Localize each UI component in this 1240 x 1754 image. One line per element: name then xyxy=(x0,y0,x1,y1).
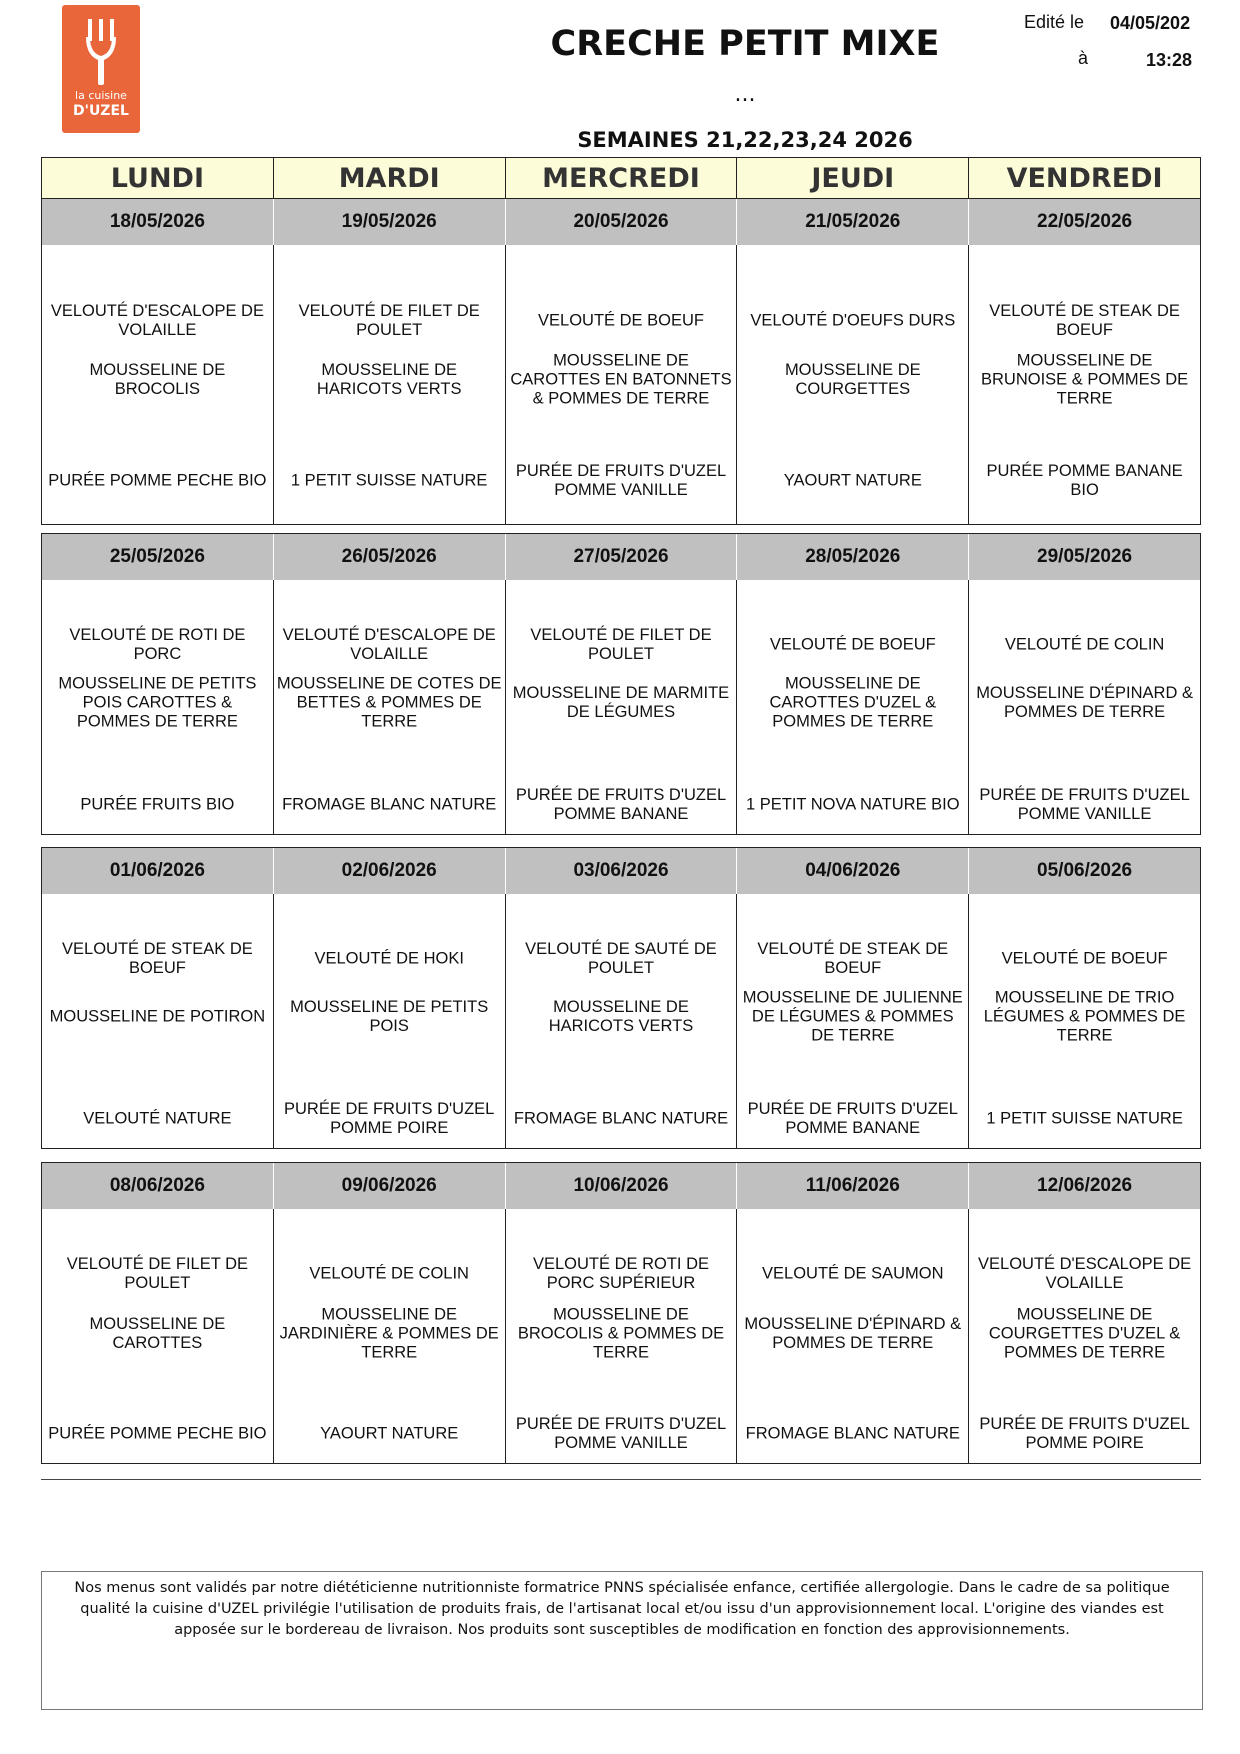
day-header-row xyxy=(41,157,1201,199)
meal-main: MOUSSELINE DE HARICOTS VERTS xyxy=(548,998,694,1035)
meal-main: MOUSSELINE DE JULIENNE DE LÉGUMES & POMMES DE TERRE xyxy=(742,988,963,1045)
meal-row xyxy=(42,894,1200,1149)
meal-starter: VELOUTÉ DE STEAK DE BOEUF xyxy=(757,940,949,977)
day-cell xyxy=(505,580,737,835)
meal-starter: VELOUTÉ D'ESCALOPE DE VOLAILLE xyxy=(50,302,264,339)
meal-starter: VELOUTÉ DE FILET DE POULET xyxy=(530,626,712,663)
meal-starter: VELOUTÉ DE COLIN xyxy=(309,1264,469,1283)
day-cell xyxy=(273,894,505,1149)
meal-main: MOUSSELINE DE BROCOLIS xyxy=(89,361,226,398)
date-cell: 25/05/2026 xyxy=(109,546,205,567)
meal-main: MOUSSELINE DE MARMITE DE LÉGUMES xyxy=(512,684,730,721)
page-title: CRECHE PETIT MIXE xyxy=(550,24,940,64)
meal-main: MOUSSELINE DE CAROTTES EN BATONNETS & POMMES DE TERRE xyxy=(510,351,732,408)
date-cell: 29/05/2026 xyxy=(968,534,1200,580)
meal-main: MOUSSELINE DE PETITS POIS xyxy=(290,998,489,1035)
week-block xyxy=(41,533,1201,835)
meal-starter: VELOUTÉ DE STEAK DE BOEUF xyxy=(62,940,253,977)
meal-starter: VELOUTÉ DE SAUMON xyxy=(762,1264,944,1283)
page-subtitle: ... xyxy=(734,82,756,107)
day-cell xyxy=(968,894,1200,1149)
meal-main: MOUSSELINE DE COURGETTES D'UZEL & POMMES DE TERRE xyxy=(988,1305,1181,1362)
day-cell xyxy=(736,245,968,524)
day-header-mardi: MARDI xyxy=(273,158,505,198)
meal-dessert: PURÉE DE FRUITS D'UZEL POMME BANANE xyxy=(515,786,727,823)
date-cell: 03/06/2026 xyxy=(505,848,737,894)
footer-note: Nos menus sont validés par notre diététicienne nutritionniste formatrice PNNS spécialisée enfance, certifiée allergologie. Dans le cadre de sa politique qualité la cuisine d'UZEL privilégie l'utilisation de produits frais, de l'artisanat local et/ou issu d'un approvisionnement local. L'origine des viandes est apposée sur le bordereau de livraison. Nos produits sont susceptibles de modification en fonction des approvisionnements. xyxy=(41,1571,1203,1710)
date-cell: 02/06/2026 xyxy=(273,848,505,894)
day-cell xyxy=(736,1209,968,1464)
meal-starter: VELOUTÉ DE BOEUF xyxy=(538,311,704,330)
meal-row xyxy=(42,245,1200,524)
meal-main: MOUSSELINE DE HARICOTS VERTS xyxy=(316,361,462,398)
meal-starter: VELOUTÉ DE HOKI xyxy=(314,949,464,968)
meal-row xyxy=(42,580,1200,835)
meal-dessert: PURÉE FRUITS BIO xyxy=(80,795,235,814)
day-cell xyxy=(273,1209,505,1464)
meal-starter: VELOUTÉ DE ROTI DE PORC xyxy=(69,626,246,663)
date-cell: 18/05/2026 xyxy=(109,211,205,232)
meal-starter: VELOUTÉ DE STEAK DE BOEUF xyxy=(989,302,1180,339)
day-cell xyxy=(273,580,505,835)
date-cell: 11/06/2026 xyxy=(736,1163,968,1209)
meal-starter: VELOUTÉ D'ESCALOPE DE VOLAILLE xyxy=(978,1255,1192,1292)
day-cell xyxy=(505,245,737,524)
meal-dessert: PURÉE DE FRUITS D'UZEL POMME VANILLE xyxy=(979,786,1190,823)
date-cell: 10/06/2026 xyxy=(505,1163,737,1209)
day-header-mercredi: MERCREDI xyxy=(505,158,737,198)
day-cell xyxy=(42,245,273,524)
meal-dessert: FROMAGE BLANC NATURE xyxy=(282,795,497,814)
date-cell: 12/06/2026 xyxy=(968,1163,1200,1209)
meal-dessert: PURÉE DE FRUITS D'UZEL POMME BANANE xyxy=(747,1100,958,1137)
weeks-label: SEMAINES 21,22,23,24 2026 xyxy=(577,128,913,152)
date-cell: 08/06/2026 xyxy=(109,1175,205,1196)
meal-main: MOUSSELINE DE CAROTTES xyxy=(89,1315,226,1352)
date-row xyxy=(42,534,1200,580)
meal-starter: VELOUTÉ DE SAUTÉ DE POULET xyxy=(525,940,717,977)
meal-main: MOUSSELINE DE BRUNOISE & POMMES DE TERRE xyxy=(980,351,1189,408)
day-cell xyxy=(736,580,968,835)
day-cell xyxy=(42,1209,273,1464)
date-cell: 20/05/2026 xyxy=(505,199,737,245)
day-header-vendredi: VENDREDI xyxy=(968,158,1200,198)
date-cell: 04/06/2026 xyxy=(736,848,968,894)
date-cell: 09/06/2026 xyxy=(273,1163,505,1209)
day-cell xyxy=(968,245,1200,524)
meal-dessert: 1 PETIT NOVA NATURE BIO xyxy=(745,795,960,814)
meal-main: MOUSSELINE DE POTIRON xyxy=(49,1007,266,1026)
date-row xyxy=(42,848,1200,894)
week-block xyxy=(41,199,1201,525)
day-cell xyxy=(505,1209,737,1464)
fork-icon xyxy=(82,19,120,85)
day-header-lundi: LUNDI xyxy=(110,163,205,194)
edit-label: Edité le xyxy=(1024,12,1085,32)
date-cell: 21/05/2026 xyxy=(736,199,968,245)
date-cell: 22/05/2026 xyxy=(968,199,1200,245)
edit-at-label: à xyxy=(1078,48,1089,68)
date-cell: 01/06/2026 xyxy=(109,860,205,881)
day-cell xyxy=(505,894,737,1149)
logo-line2: D'UZEL xyxy=(73,103,129,119)
meal-dessert: PURÉE DE FRUITS D'UZEL POMME POIRE xyxy=(979,1415,1190,1452)
meal-dessert: PURÉE POMME PECHE BIO xyxy=(48,1424,267,1443)
date-cell: 27/05/2026 xyxy=(505,534,737,580)
meal-starter: VELOUTÉ D'ESCALOPE DE VOLAILLE xyxy=(282,626,496,663)
day-cell xyxy=(968,1209,1200,1464)
date-cell: 05/06/2026 xyxy=(968,848,1200,894)
meal-dessert: PURÉE POMME BANANE BIO xyxy=(986,462,1183,499)
meal-dessert: FROMAGE BLANC NATURE xyxy=(745,1424,960,1443)
meal-main: MOUSSELINE D'ÉPINARD & POMMES DE TERRE xyxy=(744,1315,962,1352)
day-cell xyxy=(273,245,505,524)
meal-starter: VELOUTÉ DE FILET DE POULET xyxy=(66,1255,249,1292)
meal-dessert: PURÉE DE FRUITS D'UZEL POMME POIRE xyxy=(284,1100,495,1137)
meal-dessert: PURÉE DE FRUITS D'UZEL POMME VANILLE xyxy=(515,462,727,499)
meal-main: MOUSSELINE DE COTES DE BETTES & POMMES DE TERRE xyxy=(276,674,502,731)
meal-main: MOUSSELINE D'ÉPINARD & POMMES DE TERRE xyxy=(976,684,1193,721)
meal-dessert: VELOUTÉ NATURE xyxy=(83,1109,232,1128)
day-cell xyxy=(42,580,273,835)
day-header-jeudi: JEUDI xyxy=(736,158,968,198)
meal-row xyxy=(42,1209,1200,1464)
meal-main: MOUSSELINE DE PETITS POIS CAROTTES & POMMES DE TERRE xyxy=(58,674,257,731)
day-cell xyxy=(736,894,968,1149)
edit-date: 04/05/202 xyxy=(1110,13,1191,33)
date-cell: 26/05/2026 xyxy=(273,534,505,580)
date-cell: 19/05/2026 xyxy=(273,199,505,245)
meal-dessert: FROMAGE BLANC NATURE xyxy=(513,1109,729,1128)
meal-starter: VELOUTÉ DE BOEUF xyxy=(1001,949,1168,968)
meal-starter: VELOUTÉ DE FILET DE POULET xyxy=(298,302,480,339)
date-row xyxy=(42,199,1200,245)
meal-main: MOUSSELINE DE TRIO LÉGUMES & POMMES DE TERRE xyxy=(983,988,1186,1045)
meal-starter: VELOUTÉ D'OEUFS DURS xyxy=(750,311,956,330)
menu-grid xyxy=(41,157,1201,1452)
meal-main: MOUSSELINE DE JARDINIÈRE & POMMES DE TERRE xyxy=(279,1305,499,1362)
meal-dessert: YAOURT NATURE xyxy=(783,471,922,490)
date-cell: 28/05/2026 xyxy=(736,534,968,580)
week-block xyxy=(41,847,1201,1149)
logo-line1: la cuisine xyxy=(75,89,127,102)
meal-dessert: 1 PETIT SUISSE NATURE xyxy=(290,471,488,490)
meal-main: MOUSSELINE DE COURGETTES xyxy=(784,361,921,398)
meal-starter: VELOUTÉ DE ROTI DE PORC SUPÉRIEUR xyxy=(532,1255,709,1292)
meal-starter: VELOUTÉ DE BOEUF xyxy=(769,635,936,654)
separator-line xyxy=(41,1479,1201,1480)
week-block xyxy=(41,1162,1201,1464)
meal-dessert: YAOURT NATURE xyxy=(320,1424,459,1443)
edit-time: 13:28 xyxy=(1146,50,1193,70)
meal-dessert: PURÉE POMME PECHE BIO xyxy=(48,471,267,490)
meal-main: MOUSSELINE DE BROCOLIS & POMMES DE TERRE xyxy=(517,1305,725,1362)
meal-starter: VELOUTÉ DE COLIN xyxy=(1004,635,1165,654)
day-cell xyxy=(968,580,1200,835)
cuisine-duzel-logo xyxy=(62,5,140,133)
day-cell xyxy=(42,894,273,1149)
meal-dessert: 1 PETIT SUISSE NATURE xyxy=(986,1109,1183,1128)
date-row xyxy=(42,1163,1200,1209)
meal-main: MOUSSELINE DE CAROTTES D'UZEL & POMMES DE TERRE xyxy=(769,674,937,731)
meal-dessert: PURÉE DE FRUITS D'UZEL POMME VANILLE xyxy=(515,1415,727,1452)
